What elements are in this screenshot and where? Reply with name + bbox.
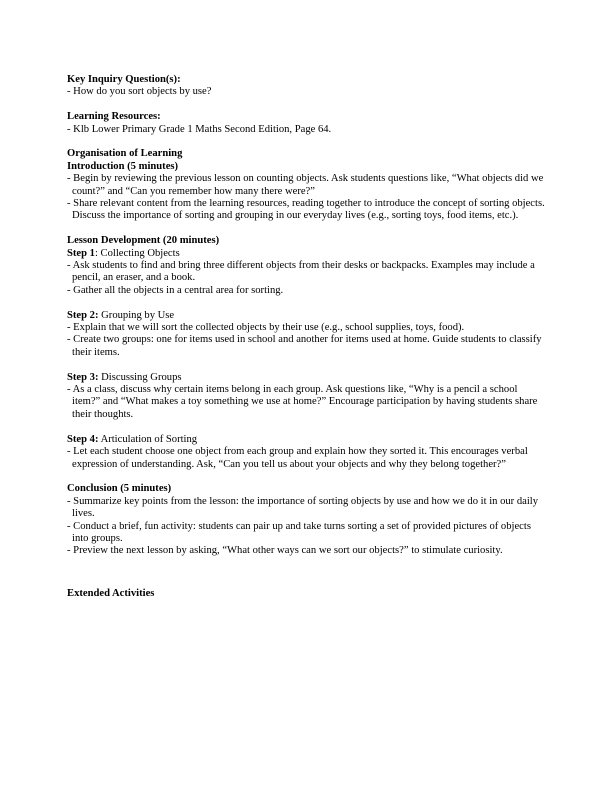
step-3-title	[67, 372, 545, 384]
learning-resources-heading: Learning Resources:	[67, 111, 161, 123]
introduction-item: - Share relevant content from the learning resources, reading together to introduce the concept of sorting objects. Discuss the importance of sorting and grouping in our everyday lives (e.g., sorting toys, food items, etc.).	[67, 198, 545, 222]
step-title: : Collecting Objects	[94, 247, 180, 259]
step-label: Step 4:	[67, 433, 99, 445]
key-inquiry-heading: Key Inquiry Question(s):	[67, 74, 181, 85]
step-item: - Create two groups: one for items used in school and another for items used at home. Guide students to classify their items.	[67, 334, 542, 358]
key-inquiry-section	[67, 74, 545, 99]
learning-resources-section	[67, 111, 545, 136]
key-inquiry-item: - How do you sort objects by use?	[67, 86, 212, 98]
lesson-development-section	[67, 235, 545, 471]
step-title: Discussing Groups	[98, 371, 182, 383]
organisation-section	[67, 148, 545, 222]
step-title: Grouping by Use	[98, 309, 175, 321]
step-title: Articulation of Sorting	[98, 433, 198, 445]
step-2-title	[67, 310, 545, 322]
conclusion-item: - Summarize key points from the lesson: the importance of sorting objects by use and how we do it in our daily lives.	[67, 495, 539, 520]
step-item: - Gather all the objects in a central area for sorting.	[67, 284, 284, 296]
step-item: - Ask students to find and bring three different objects from their desks or backpacks. Examples may include a pencil, an eraser, and a book.	[67, 260, 535, 284]
step-item: - Let each student choose one object from each group and explain how they sorted it. This encourages verbal expression of understanding. Ask, “Can you tell us about your objects and why they belong together?”	[67, 446, 528, 470]
step-item: - Explain that we will sort the collected objects by their use (e.g., school supplies, toys, food).	[67, 322, 465, 334]
step-label: Step 2:	[67, 309, 99, 321]
conclusion-item: - Preview the next lesson by asking, “What other ways can we sort our objects?” to stimulate curiosity.	[67, 545, 503, 557]
step-1-title	[67, 248, 545, 260]
introduction-item: - Begin by reviewing the previous lesson on counting objects. Ask students questions like, “What objects did we count?” and “Can you remember how many there were?”	[67, 173, 544, 197]
learning-resources-item: - Klb Lower Primary Grade 1 Maths Second Edition, Page 64.	[67, 123, 332, 135]
step-label: Step 3:	[67, 371, 99, 383]
conclusion-item: - Conduct a brief, fun activity: students can pair up and take turns sorting a set of provided pictures of objects into groups.	[67, 520, 531, 544]
step-item: - As a class, discuss why certain items belong in each group. Ask questions like, “Why is a pencil a school item?” and “What makes a toy something we use at home?” Encourage participation by having students share their thoughts.	[67, 384, 538, 420]
step-label: Step 1	[67, 247, 95, 259]
extended-activities-section	[67, 588, 545, 600]
organisation-heading: Organisation of Learning	[67, 148, 183, 160]
conclusion-section	[67, 483, 545, 557]
lesson-plan-page	[67, 74, 545, 600]
lesson-development-heading: Lesson Development (20 minutes)	[67, 235, 220, 247]
extended-activities-heading: Extended Activities	[67, 587, 155, 599]
introduction-heading: Introduction (5 minutes)	[67, 160, 179, 172]
step-4-title	[67, 434, 545, 446]
conclusion-heading: Conclusion (5 minutes)	[67, 483, 172, 495]
